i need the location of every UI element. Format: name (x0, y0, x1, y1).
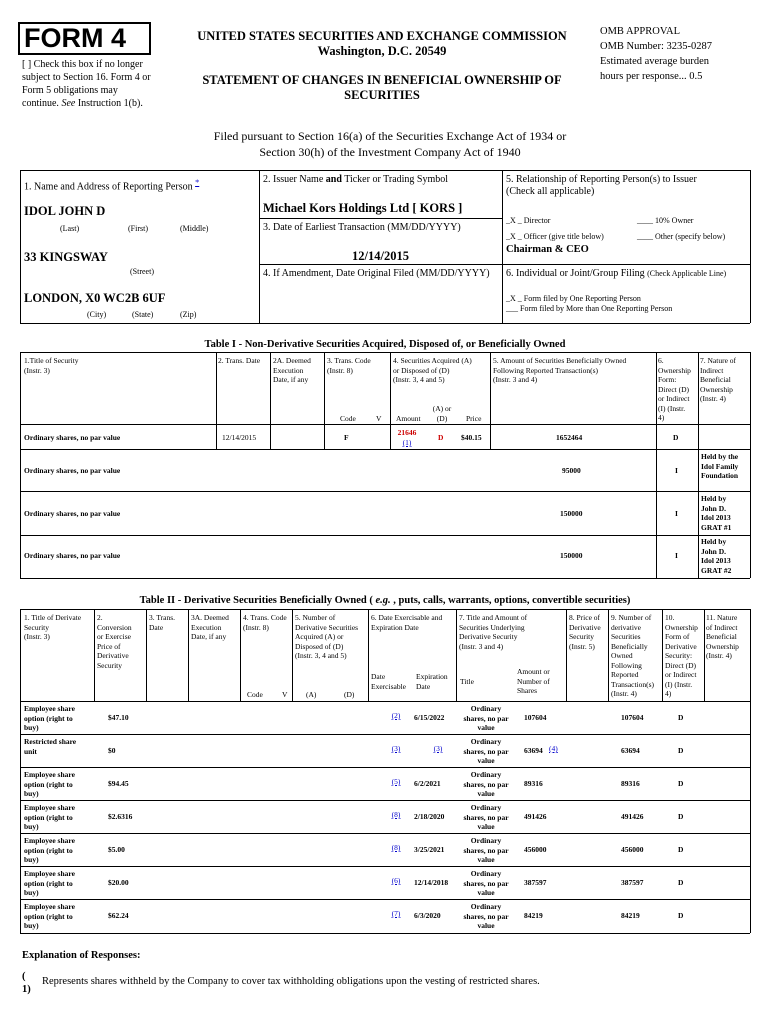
t2-cell-shares: 107604 (524, 713, 547, 722)
other-check[interactable]: ____ Other (specify below) (637, 232, 726, 241)
t2-cell-title: Employee share option (right to buy) (24, 836, 75, 864)
t2-header-v: V (282, 690, 288, 699)
t2-cell-expiration: 6/2/2021 (414, 779, 441, 788)
filing-one-check[interactable]: _X _ Form filed by One Reporting Person (506, 294, 641, 303)
last-label: (Last) (60, 224, 80, 233)
t2-header-form: 10. Ownership Form of Derivative Security: Direct (D) or Indirect (I) (Instr. 4) (665, 613, 698, 698)
t2-cell-form: D (678, 779, 684, 788)
t1-header-deemed: 2A. Deemed Execution Date, if any (273, 356, 311, 384)
t2-cell-underlying: Ordinary shares, no par value (463, 770, 509, 798)
t2-header-nature: 11. Nature of Indirect Beneficial Ownership (Instr. 4) (706, 613, 739, 660)
t2-cell-form: D (678, 812, 684, 821)
filed-pursuant: Filed pursuant to Section 16(a) of the Securities Exchange Act of 1934 or Section 30(h) of the Investment Company Act of 1940 (213, 129, 567, 159)
t2-cell-underlying: Ordinary shares, no par value (463, 869, 509, 897)
footnote-link[interactable]: (4) (549, 744, 558, 753)
footnote-link[interactable]: (6) (391, 876, 401, 885)
t2-header-owned: 9. Number of derivative Securities Beneficially Owned Following Reported Transaction(s) (Instr. 4) (611, 613, 655, 698)
t1-header-acquired: 4. Securities Acquired (A) or Disposed of (D) (Instr. 3, 4 and 5) (393, 356, 472, 384)
t2-cell-price: $2.6316 (108, 812, 133, 821)
footnote-link[interactable]: (8) (391, 843, 401, 852)
t2-cell-underlying: Ordinary shares, no par value (463, 737, 509, 765)
director-check[interactable]: _X _ Director (506, 216, 551, 225)
t2-header-code: 4. Trans. Code (Instr. 8) (243, 613, 287, 632)
t1-header-ad: (A) or (D) (432, 404, 452, 423)
t2-cell-form: D (678, 746, 684, 755)
t2-cell-owned: 84219 (621, 911, 640, 920)
t2-cell-shares: 456000 (524, 845, 547, 854)
t2-cell-form: D (678, 911, 684, 920)
t2-header-d: (D) (344, 690, 355, 699)
t2-header-date: 3. Trans. Date (149, 613, 176, 632)
t2-cell-shares: 89316 (524, 779, 543, 788)
t1-header-amount: Amount (396, 414, 421, 423)
t2-cell-owned: 89316 (621, 779, 640, 788)
explanation-heading: Explanation of Responses: (22, 950, 141, 961)
statement-title: STATEMENT OF CHANGES IN BENEFICIAL OWNERSHIP OF SECURITIES (202, 73, 562, 102)
t2-header-code-sub: Code (247, 690, 263, 699)
footnote-link[interactable]: (1) (402, 438, 412, 447)
t2-header-amount: Amount or Number of Shares (517, 667, 550, 695)
issuer-name: Michael Kors Holdings Ltd [ KORS ] (263, 201, 463, 215)
t2-cell-underlying: Ordinary shares, no par value (463, 803, 509, 831)
footnote-link[interactable]: * (195, 178, 200, 187)
box4-label: 4. If Amendment, Date Original Filed (MM/DD/YYYY) (263, 268, 490, 279)
t2-header-a: (A) (306, 690, 317, 699)
t1-header-v: V (376, 414, 382, 423)
t2-cell-price: $5.00 (108, 845, 125, 854)
omb-approval: OMB APPROVAL OMB Number: 3235-0287 Estimated average burden hours per response... 0.5 (600, 26, 712, 82)
t2-cell-price: $62.24 (108, 911, 129, 920)
t2-cell-shares: 84219 (524, 911, 543, 920)
footnote-link[interactable]: (2) (391, 711, 401, 720)
t2-cell-price: $94.45 (108, 779, 129, 788)
t2-cell-title: Employee share option (right to buy) (24, 770, 75, 798)
t2-cell-shares: 491426 (524, 812, 547, 821)
t1-header-price: Price (466, 414, 482, 423)
agency-title: UNITED STATES SECURITIES AND EXCHANGE COMMISSION Washington, D.C. 20549 (197, 29, 567, 58)
t2-cell-owned: 456000 (621, 845, 644, 854)
t2-cell-owned: 387597 (621, 878, 644, 887)
t2-header-date-ex: Date Exercisable (371, 672, 406, 691)
t1-header-nature: 7. Nature of Indirect Beneficial Ownership (Instr. 4) (700, 356, 737, 403)
t2-header-sec-title: Title (460, 677, 474, 686)
t2-header-conversion: 2. Conversion or Exercise Price of Derivative Security (97, 613, 132, 670)
t2-cell-title: Restricted share unit (24, 737, 77, 756)
footnote-link[interactable]: (8) (391, 810, 401, 819)
footnote-link[interactable]: (5) (391, 777, 401, 786)
box3-label: 3. Date of Earliest Transaction (MM/DD/YYYY) (263, 222, 461, 233)
t2-cell-owned: 107604 (621, 713, 644, 722)
t2-cell-shares: 63694 (524, 746, 543, 755)
t2-cell-underlying: Ordinary shares, no par value (463, 902, 509, 930)
street-address: 33 KINGSWAY (24, 250, 108, 264)
t2-cell-price: $20.00 (108, 878, 129, 887)
t2-header-underlying: 7. Title and Amount of Securities Underlying Derivative Security (Instr. 3 and 4) (459, 613, 528, 651)
t2-cell-title: Employee share option (right to buy) (24, 803, 75, 831)
officer-check[interactable]: _X _ Officer (give title below) (506, 232, 604, 241)
table1-title: Table I - Non-Derivative Securities Acquired, Disposed of, or Beneficially Owned (204, 339, 566, 350)
earliest-date: 12/14/2015 (352, 249, 409, 263)
t1-header-form: 6. Ownership Form: Direct (D) or Indirect (I) (Instr. 4) (658, 356, 691, 422)
box5-label: 5. Relationship of Reporting Person(s) to Issuer (Check all applicable) (506, 174, 697, 197)
city-label: (City) (87, 310, 107, 319)
t2-cell-form: D (678, 845, 684, 854)
t2-header-price: 8. Price of Derivative Security (Instr. 5) (569, 613, 601, 651)
t2-cell-form: D (678, 878, 684, 887)
t2-header-exercisable: 6. Date Exercisable and Expiration Date (371, 613, 443, 632)
filing-more-check[interactable]: ___ Form filed by More than One Reporting Person (506, 304, 673, 313)
t2-header-deemed: 3A. Deemed Execution Date, if any (191, 613, 229, 641)
t2-cell-expiration: 2/18/2020 (414, 812, 445, 821)
table2-title: Table II - Derivative Securities Beneficially Owned ( e.g. , puts, calls, warrants, options, convertible securities) (139, 595, 631, 606)
footnote-text: Represents shares withheld by the Company to cover tax withholding obligations upon the vesting of restricted shares. (42, 976, 540, 987)
ten-pct-check[interactable]: ____ 10% Owner (637, 216, 694, 225)
t1-header-title: 1.Title of Security (Instr. 3) (24, 356, 79, 375)
t2-header-number: 5. Number of Derivative Securities Acquired (A) or Disposed of (D) (Instr. 3, 4 and 5) (295, 613, 359, 660)
middle-label: (Middle) (180, 224, 209, 233)
t1-header-code-sub: Code (340, 414, 356, 423)
reporter-name: IDOL JOHN D (24, 204, 106, 218)
footnote-link[interactable]: (3) (433, 744, 443, 753)
t2-cell-owned: 491426 (621, 812, 644, 821)
t2-cell-title: Employee share option (right to buy) (24, 704, 75, 732)
t1-header-owned: 5. Amount of Securities Beneficially Owned Following Reported Transaction(s) (Instr. 3 and 4) (493, 356, 627, 384)
t1-header-date: 2. Trans. Date (218, 356, 261, 365)
t2-cell-price: $0 (108, 746, 116, 755)
t2-header-title: 1. Title of Derivate Security (Instr. 3) (24, 613, 82, 641)
state-label: (State) (132, 310, 154, 319)
footnote-marker: ( 1) (22, 971, 31, 995)
t2-cell-underlying: Ordinary shares, no par value (463, 704, 509, 732)
t1-header-code: 3. Trans. Code (Instr. 8) (327, 356, 371, 375)
t2-cell-expiration: 6/15/2022 (414, 713, 445, 722)
t2-cell-title: Employee share option (right to buy) (24, 902, 75, 930)
first-label: (First) (128, 224, 148, 233)
street-label: (Street) (130, 267, 154, 276)
t2-cell-title: Employee share option (right to buy) (24, 869, 75, 897)
t2-cell-expiration: 12/14/2018 (414, 878, 449, 887)
t2-cell-expiration: 3/25/2021 (414, 845, 445, 854)
zip-label: (Zip) (180, 310, 197, 319)
t2-cell-shares: 387597 (524, 878, 547, 887)
box6-label: 6. Individual or Joint/Group Filing (Check Applicable Line) (506, 268, 727, 279)
checkbox-note: [ ] Check this box if no longer subject to Section 16. Form 4 or Form 5 obligations may continue. See Instruction 1(b). (22, 59, 151, 109)
box2-label: 2. Issuer Name and Ticker or Trading Symbol (263, 174, 449, 185)
t2-cell-underlying: Ordinary shares, no par value (463, 836, 509, 864)
box1-label: 1. Name and Address of Reporting Person * (24, 178, 200, 193)
t2-cell-form: D (678, 713, 684, 722)
form-title: FORM 4 (18, 22, 151, 55)
footnote-link[interactable]: (7) (391, 909, 401, 918)
t2-cell-price: $47.10 (108, 713, 129, 722)
t2-cell-owned: 63694 (621, 746, 640, 755)
t2-header-exp: Expiration Date (416, 672, 448, 691)
city-line: LONDON, X0 WC2B 6UF (24, 291, 166, 305)
t2-cell-expiration: 6/3/2020 (414, 911, 441, 920)
officer-title: Chairman & CEO (506, 244, 589, 255)
footnote-link[interactable]: (3) (391, 744, 401, 753)
